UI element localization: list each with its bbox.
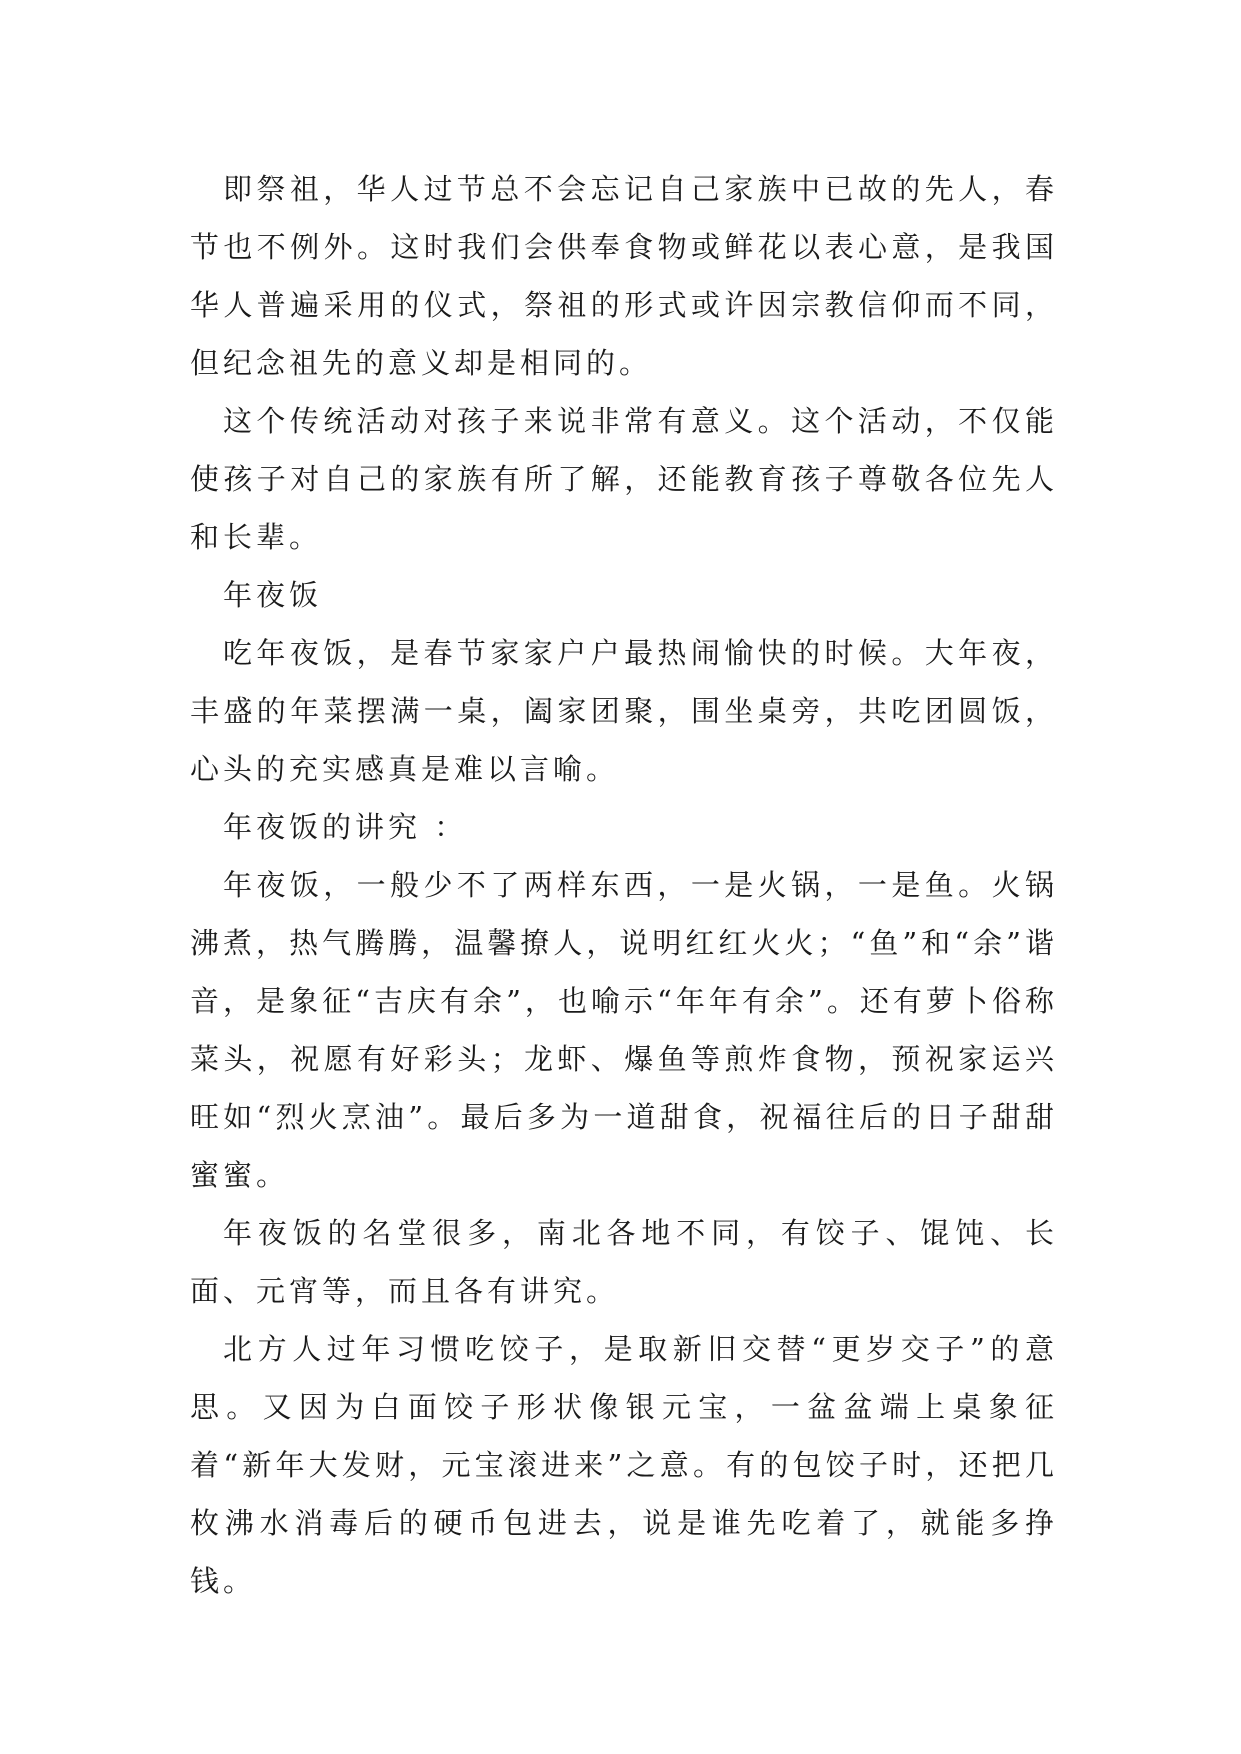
paragraph-regional-dishes: 年夜饭的名堂很多，南北各地不同，有饺子、馄饨、长面、元宵等，而且各有讲究。 (190, 1216, 1058, 1308)
section-heading-dinner-customs: 年夜饭的讲究 ： (223, 810, 468, 844)
paragraph-hotpot-and-fish: 年夜饭，一般少不了两样东西，一是火锅，一是鱼。火锅沸煮，热气腾腾，温馨撩人，说明红红火火；“鱼”和“余”谐音，是象征“吉庆有余”，也喻示“年年有余”。还有萝卜俗称菜头，祝愿有好彩头；龙虾、爆鱼等煎炸食物，预祝家运兴旺如“烈火烹油”。最后多为一道甜食，祝福往后的日子甜甜蜜蜜。 (190, 868, 1058, 1192)
paragraph-meaning-for-children: 这个传统活动对孩子来说非常有意义。这个活动，不仅能使孩子对自己的家族有所了解，还能教育孩子尊敬各位先人和长辈。 (190, 404, 1058, 554)
document-body (190, 160, 1058, 1610)
paragraph-new-year-eve-dinner: 吃年夜饭，是春节家家户户最热闹愉快的时候。大年夜，丰盛的年菜摆满一桌，阖家团聚，围坐桌旁，共吃团圆饭，心头的充实感真是难以言喻。 (190, 636, 1058, 786)
section-heading-new-year-eve-dinner: 年夜饭 (223, 578, 323, 612)
paragraph-northern-dumplings: 北方人过年习惯吃饺子，是取新旧交替“更岁交子”的意思。又因为白面饺子形状像银元宝，一盆盆端上桌象征着“新年大发财，元宝滚进来”之意。有的包饺子时，还把几枚沸水消毒后的硬币包进去，说是谁先吃着了，就能多挣钱。 (190, 1332, 1058, 1598)
paragraph-ancestor-worship: 即祭祖，华人过节总不会忘记自己家族中已故的先人，春节也不例外。这时我们会供奉食物或鲜花以表心意，是我国华人普遍采用的仪式，祭祖的形式或许因宗教信仰而不同，但纪念祖先的意义却是相同的。 (190, 172, 1058, 380)
